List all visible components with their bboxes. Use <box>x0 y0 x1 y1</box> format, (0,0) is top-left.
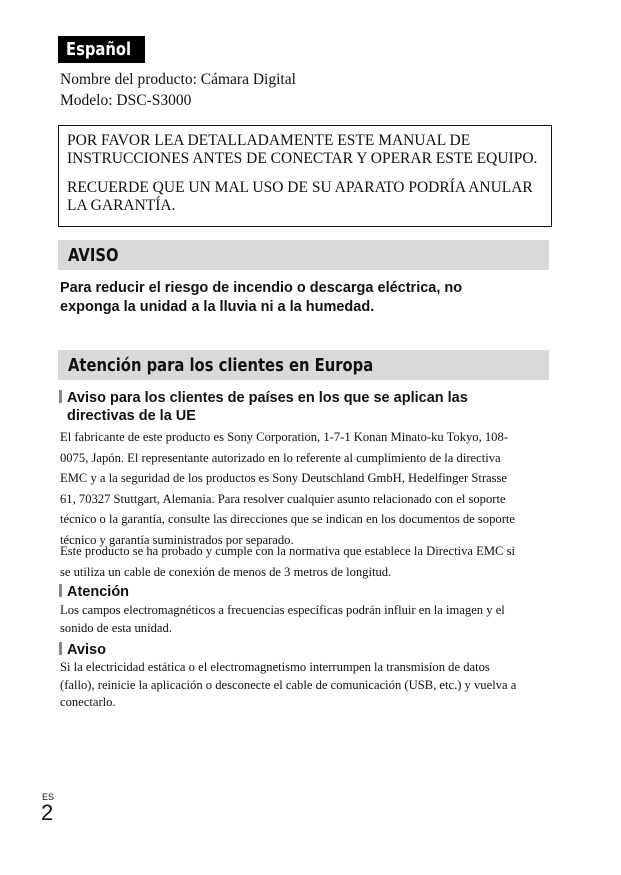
language-label: Español <box>66 39 132 60</box>
page-number: 2 <box>41 800 54 825</box>
body-line: 61, 70327 Stuttgart, Alemania. Para resolver cualquier asunto relacionado con el soporte <box>60 491 506 506</box>
heading-text: Atención para los clientes en Europa <box>68 355 374 376</box>
heading-text: AVISO <box>68 245 119 266</box>
subheading-aviso <box>59 642 106 658</box>
product-name: Nombre del producto: Cámara Digital <box>60 71 296 88</box>
aviso-body <box>60 659 516 712</box>
language-code: ES <box>42 792 55 802</box>
subheading-atencion <box>59 584 129 600</box>
warning-line: RECUERDE QUE UN MAL USO DE SU APARATO PODRÍA ANULAR <box>67 179 533 196</box>
aviso-heading <box>58 240 549 270</box>
section-marker <box>59 390 62 403</box>
subheading-text: Aviso para los clientes de países en los que se aplican las <box>67 390 468 406</box>
subheading-text: Atención <box>67 584 130 600</box>
aviso-text: Para reducir el riesgo de incendio o descarga eléctrica, no <box>60 280 463 296</box>
aviso-text: exponga la unidad a la lluvia ni a la humedad. <box>60 299 375 315</box>
warning-line: INSTRUCCIONES ANTES DE CONECTAR Y OPERAR ESTE EQUIPO. <box>67 150 538 167</box>
body-line: Si la electricidad estática o el electromagnetismo interrumpen la transmisíon de datos <box>60 660 490 674</box>
body-line: EMC y a la seguridad de los productos es Sony Deutschland GmbH, Hedelfinger Strasse <box>60 471 507 485</box>
model: Modelo: DSC-S3000 <box>60 92 192 109</box>
body-line: conectarlo. <box>60 695 116 709</box>
emc-body <box>60 541 515 582</box>
europa-heading <box>58 350 549 380</box>
body-line: 0075, Japón. El representante autorizado en lo referente al cumplimiento de la directiva <box>60 450 501 465</box>
subheading-text: directivas de la UE <box>67 408 196 424</box>
subheading-eu <box>59 390 468 406</box>
language-tab <box>58 36 145 63</box>
body-line: (fallo), reinicie la aplicación o desconecte el cable de comunicación (USB, etc.) y vuelva a <box>60 677 517 692</box>
warning-line: POR FAVOR LEA DETALLADAMENTE ESTE MANUAL DE <box>67 132 471 149</box>
warning-box <box>58 125 552 227</box>
section-marker <box>59 584 62 597</box>
body-line: Los campos electromagnéticos a frecuencias específicas podrán influir en la imagen y el <box>60 603 505 617</box>
body-line: técnico o la garantía, consulte las direcciones que se indican en los documentos de soporte <box>60 512 515 526</box>
atencion-body <box>60 601 505 637</box>
warning-line: LA GARANTÍA. <box>67 197 176 214</box>
body-line: técnico y garantía suministrados por separado. <box>60 532 294 547</box>
eu-body <box>60 427 515 550</box>
section-marker <box>59 642 62 655</box>
body-line: se utiliza un cable de conexión de menos de 3 metros de longitud. <box>60 564 392 579</box>
body-line: El fabricante de este producto es Sony Corporation, 1-7-1 Konan Minato-ku Tokyo, 108- <box>60 430 508 444</box>
body-line: Este producto se ha probado y cumple con la normativa que establece la Directiva EMC si <box>60 544 515 558</box>
subheading-text: Aviso <box>67 642 106 658</box>
body-line: sonido de esta unidad. <box>60 621 172 635</box>
